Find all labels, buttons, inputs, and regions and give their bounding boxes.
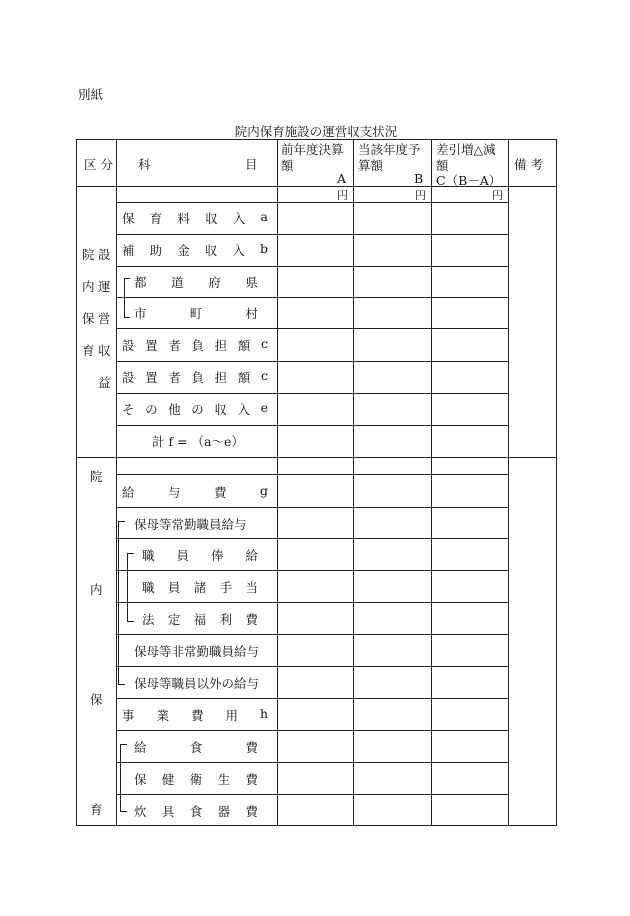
expense-row-label-char: 生 (217, 772, 231, 787)
income-row-line (116, 234, 509, 235)
expense-row-label-char: 炊 (134, 804, 147, 819)
income-row-label-char: 入 (232, 211, 246, 226)
expense-row-label-char: 用 (225, 708, 238, 723)
header-sashibiki-3: C（B－A） (436, 173, 502, 188)
income-row-label-char: 負 (191, 338, 204, 353)
expense-row-label-char: 定 (167, 612, 181, 627)
expense-row-label-char: 員 (176, 548, 189, 563)
expense-row-label-char: 費 (245, 804, 258, 819)
income-row-label-char: 都 (134, 275, 147, 290)
income-row-label-char: a (260, 209, 268, 224)
income-row-label-char: 収 (204, 243, 218, 258)
income-row-label-char: の (145, 402, 158, 417)
expense-row-label (142, 546, 258, 564)
income-row-label-char: 補 (122, 243, 135, 258)
income-row-label-char: e (260, 400, 268, 415)
expense-row-label (142, 578, 258, 596)
header-zennen-3: A (337, 171, 347, 186)
income-row-line (116, 266, 509, 267)
expense-row-label-char: 衛 (189, 772, 203, 787)
expense-row-label-char: 俸 (210, 548, 224, 563)
expense-row-label-char: 業 (156, 708, 169, 723)
expense-row-label-char: 諸 (193, 580, 207, 595)
income-row-label-char: 入 (237, 402, 250, 417)
expense-row-label-char: 具 (161, 804, 175, 819)
income-row-label-char: 他 (168, 402, 181, 417)
header-kamoku-1: 科 (138, 157, 151, 172)
income-row-label: 計 f = （a～e） (152, 434, 244, 449)
header-tougai-2: 算額 (358, 158, 384, 173)
expense-row-label-char: h (259, 706, 268, 721)
column-border-4 (431, 139, 432, 825)
expense-row-line (116, 634, 509, 635)
income-label-col1: 内 (82, 279, 95, 294)
income-row-label-char: 助 (149, 243, 163, 258)
expense-row-label-char: 食 (189, 740, 203, 755)
income-row-label-char: 町 (189, 306, 203, 321)
attachment-label: 別紙 (78, 87, 104, 102)
expense-row-label-char: 事 (122, 708, 135, 723)
expense-row-label-char: 給 (245, 548, 258, 563)
income-row-line (116, 361, 509, 362)
income-row-label-char: 者 (168, 370, 181, 385)
income-row-label-char: そ (122, 402, 135, 417)
income-row-label-char: 額 (237, 338, 251, 353)
income-row-label-char: b (259, 241, 268, 256)
income-row-label-char: 収 (205, 211, 218, 226)
income-row-label-char: 置 (145, 338, 158, 353)
expense-row-label-char: 与 (167, 485, 181, 500)
expense-row-label-char: 費 (245, 612, 258, 627)
income-label-col2: 設 (98, 247, 111, 262)
expense-row-line (116, 538, 509, 539)
expense-label-char: 保 (90, 692, 103, 707)
column-border-6 (556, 139, 557, 825)
header-biko: 備 考 (514, 157, 543, 172)
header-kubun: 区 分 (84, 157, 113, 172)
income-row-label-char: 市 (134, 306, 147, 321)
income-row-label-char: c (260, 368, 268, 383)
expense-row-label-char: 費 (190, 708, 204, 723)
expense-row-label-char: 員 (167, 580, 181, 595)
expense-row-label (134, 802, 258, 820)
expense-row-label-char: 給 (122, 485, 135, 500)
income-row-label (122, 368, 268, 386)
income-row-label (122, 400, 268, 418)
income-row-line (116, 202, 509, 203)
column-border-3 (353, 139, 354, 825)
header-tougai-1: 当該年度予 (358, 142, 421, 157)
income-row-label-char: 担 (214, 338, 228, 353)
expense-row-label-char: 費 (213, 485, 227, 500)
income-label-col2: 運 (98, 279, 111, 294)
income-row-label (134, 304, 258, 322)
income-label-col2: 益 (98, 375, 111, 390)
income-row-label-char: 置 (145, 370, 158, 385)
income-row-label-char: 村 (245, 306, 258, 321)
expense-label-char: 院 (90, 469, 103, 484)
bracket-staff-salary (127, 553, 134, 622)
income-row-label-char: 者 (168, 338, 181, 353)
header-zennen-1: 前年度決算 (281, 142, 344, 157)
expense-row-label: 保母等職員以外の給与 (134, 676, 260, 691)
income-row-line (116, 393, 509, 394)
expense-row-label-char: 福 (193, 612, 207, 627)
income-row-label-char: 担 (214, 370, 228, 385)
income-row-label-char: 府 (208, 275, 221, 290)
income-row-label-char: の (191, 402, 204, 417)
income-row-line (76, 457, 557, 458)
income-row-label-char: 保 (122, 211, 135, 226)
expense-row-label: 保母等非常勤職員給与 (134, 644, 260, 659)
bracket-business-expenses (120, 744, 127, 812)
expense-row-label (142, 610, 258, 628)
header-sashibiki-2: 額 (436, 158, 449, 173)
expense-row-label-char: 健 (161, 772, 175, 787)
income-label-col2: 収 (98, 343, 111, 358)
expense-row-label-char: 器 (217, 804, 231, 819)
bracket-salary-group (118, 521, 125, 685)
column-border-0 (76, 139, 77, 825)
header-sashibiki-1: 差引増△減 (436, 142, 496, 157)
header-zennen-2: 額 (281, 158, 294, 173)
expense-row-label (134, 770, 258, 788)
column-border-1 (116, 139, 117, 825)
expense-row-line (116, 762, 509, 763)
expense-row-label-char: 職 (142, 580, 155, 595)
income-label-col2: 営 (98, 311, 111, 326)
expense-row-label-char: 当 (245, 580, 258, 595)
income-row-label-char: 県 (245, 275, 258, 290)
expense-row-line (116, 794, 509, 795)
expense-row-line (116, 507, 509, 508)
income-row-label-char: 額 (237, 370, 251, 385)
expense-row-line (116, 570, 509, 571)
income-row-label (122, 336, 268, 354)
unit-yen: 円 (415, 189, 426, 202)
expense-label-char: 育 (90, 802, 103, 817)
income-row-label-char: 道 (171, 275, 184, 290)
expense-row-label-char: 費 (245, 772, 258, 787)
expense-row-label-char: 法 (142, 612, 155, 627)
expense-row-label-char: 食 (189, 804, 203, 819)
expense-row-line (116, 474, 509, 475)
expense-row-label (134, 738, 258, 756)
income-row-label-char: 設 (122, 338, 135, 353)
expense-row-label-char: g (259, 483, 268, 498)
header-kamoku-2: 目 (245, 157, 258, 172)
expense-row-label-char: 手 (219, 580, 233, 595)
income-row-label (134, 273, 258, 291)
income-row-label-char: 収 (214, 402, 227, 417)
income-row-label (122, 209, 268, 227)
column-border-2 (277, 139, 278, 825)
income-row-label-char: 金 (177, 243, 190, 258)
expense-label-char: 内 (90, 582, 103, 597)
unit-yen: 円 (492, 189, 503, 202)
bracket-prefecture-municipality (124, 278, 130, 318)
expense-row-line (116, 666, 509, 667)
income-row-line (116, 328, 509, 329)
expense-row-label: 保母等常勤職員給与 (134, 517, 247, 532)
income-row-line (116, 297, 509, 298)
income-label-col1: 院 (82, 247, 95, 262)
expense-row-line (116, 730, 509, 731)
income-row-label-char: 負 (191, 370, 204, 385)
expense-row-label-char: 費 (245, 740, 258, 755)
expense-row-label (122, 706, 268, 724)
expense-row-line (116, 698, 509, 699)
table-bottom-border (76, 825, 557, 826)
header-tougai-3: B (414, 171, 424, 186)
expense-row-label-char: 保 (134, 772, 147, 787)
unit-yen: 円 (337, 189, 348, 202)
income-label-col1: 育 (82, 343, 95, 358)
page-title: 院内保育施設の運営収支状況 (234, 124, 398, 139)
income-row-label-char: 入 (232, 243, 245, 258)
income-row-label-char: 育 (149, 211, 163, 226)
income-row-label-char: c (260, 336, 268, 351)
expense-row-label-char: 職 (142, 548, 155, 563)
income-row-line (116, 425, 509, 426)
income-label-col1: 保 (82, 311, 95, 326)
income-row-label (122, 241, 268, 259)
expense-row-label (122, 483, 268, 501)
expense-row-line (116, 602, 509, 603)
income-row-label-char: 料 (177, 211, 190, 226)
column-border-5 (508, 139, 509, 825)
expense-row-label-char: 利 (219, 612, 233, 627)
income-row-label-char: 設 (122, 370, 135, 385)
expense-row-label-char: 給 (134, 740, 147, 755)
